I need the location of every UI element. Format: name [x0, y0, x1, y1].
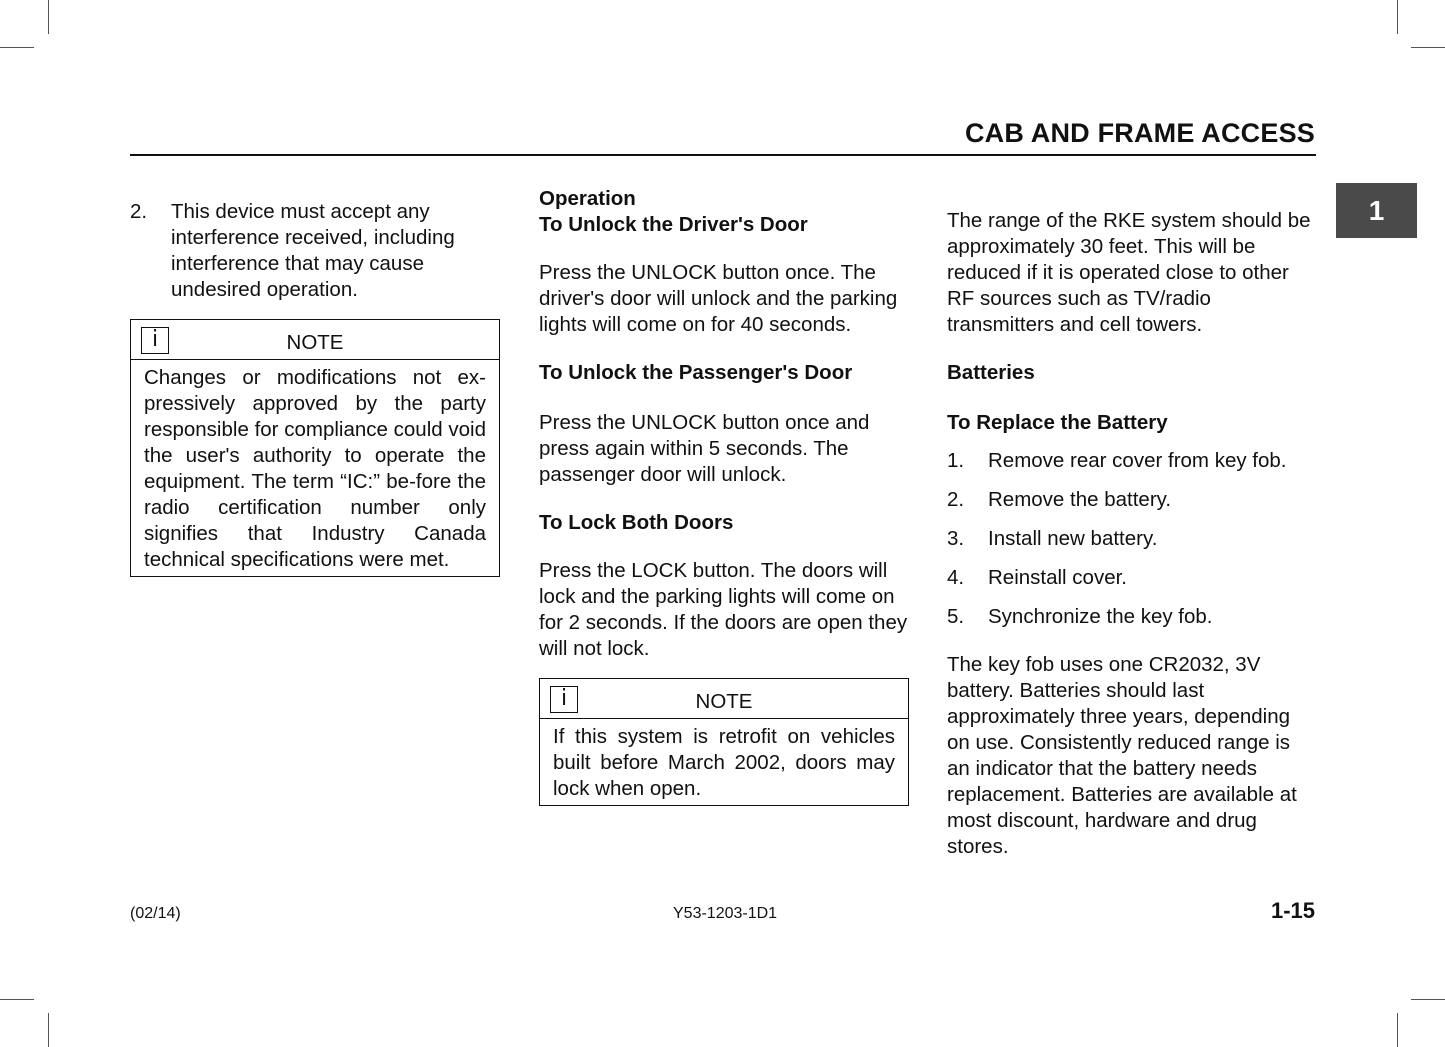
section-title: CAB AND FRAME ACCESS [964, 118, 1315, 148]
list-item [947, 448, 1315, 474]
replace-battery-heading: To Replace the Battery [947, 411, 1168, 434]
crop-mark [1397, 1013, 1398, 1047]
page-number: 1-15 [1270, 898, 1315, 923]
column-left [130, 199, 500, 577]
column-middle [539, 186, 909, 806]
crop-mark [1411, 47, 1445, 48]
unlock-passenger-text: Press the UNLOCK button once and press again within 5 seconds. The passenger door will unlock. [539, 411, 870, 486]
lock-heading: To Lock Both Doors [539, 511, 734, 534]
list-number: 5. [947, 605, 965, 628]
list-text: Install new battery. [988, 527, 1158, 550]
list-number: 2. [947, 488, 965, 511]
crop-mark [48, 0, 49, 34]
unlock-passenger-heading: To Unlock the Passenger's Door [539, 361, 853, 384]
unlock-driver-heading: To Unlock the Driver's Door [539, 213, 808, 236]
battery-text: The key fob uses one CR2032, 3V battery. Batteries should last approximately three years, depending on use. Consistently reduced range is an indicator that the battery needs replacement. Batteries are available at most discount, hardware and drug stores. [947, 653, 1297, 858]
list-text: This device must accept any interference received, including interference that may cause undesired operation. [171, 200, 455, 301]
footer-doc-number: Y53-1203-1D1 [673, 905, 778, 922]
note-body: If this system is retrofit on vehicles built before March 2002, doors may lock when open. [553, 725, 895, 800]
list-number: 1. [947, 449, 965, 472]
crop-mark [0, 47, 34, 48]
note-box [539, 678, 909, 806]
list-item [947, 526, 1315, 552]
range-text: The range of the RKE system should be approximately 30 feet. This will be reduced if it is operated close to other RF sources such as TV/radio transmitters and cell towers. [947, 209, 1311, 336]
list-number: 4. [947, 566, 965, 589]
list-item [947, 565, 1315, 591]
crop-mark [48, 1013, 49, 1047]
lock-text: Press the LOCK button. The doors will lock and the parking lights will come on for 2 seconds. If the doors are open they will not lock. [539, 559, 908, 660]
crop-mark [0, 999, 34, 1000]
list-item [130, 199, 500, 303]
note-body: Changes or modifications not ex-pressively approved by the party responsible for compliance could void the user's authority to operate the equipment. The term “IC:” be-fore the radio certification number only signifies that Industry Canada technical specifications were met. [144, 366, 486, 571]
column-right [947, 208, 1315, 860]
note-box [130, 319, 500, 577]
list-text: Remove rear cover from key fob. [988, 449, 1287, 472]
list-item [947, 604, 1315, 630]
chapter-tab: 1 [1336, 183, 1417, 238]
list-text: Synchronize the key fob. [988, 605, 1213, 628]
crop-mark [1397, 0, 1398, 34]
note-label: NOTE [695, 690, 753, 713]
battery-steps [947, 448, 1315, 630]
list-number: 3. [947, 527, 965, 550]
note-label: NOTE [286, 331, 344, 354]
operation-heading: Operation [539, 187, 636, 210]
header-divider [130, 154, 1316, 156]
crop-mark [1411, 999, 1445, 1000]
info-icon: i [550, 686, 578, 713]
note-header [540, 679, 908, 719]
unlock-driver-text: Press the UNLOCK button once. The driver's door will unlock and the parking lights will come on for 40 seconds. [539, 261, 898, 336]
note-header [131, 320, 499, 360]
info-icon: i [141, 327, 169, 354]
batteries-heading: Batteries [947, 361, 1035, 384]
list-item [947, 487, 1315, 513]
list-text: Remove the battery. [988, 488, 1172, 511]
footer-date: (02/14) [130, 905, 181, 922]
list-number: 2. [130, 200, 148, 223]
list-text: Reinstall cover. [988, 566, 1128, 589]
